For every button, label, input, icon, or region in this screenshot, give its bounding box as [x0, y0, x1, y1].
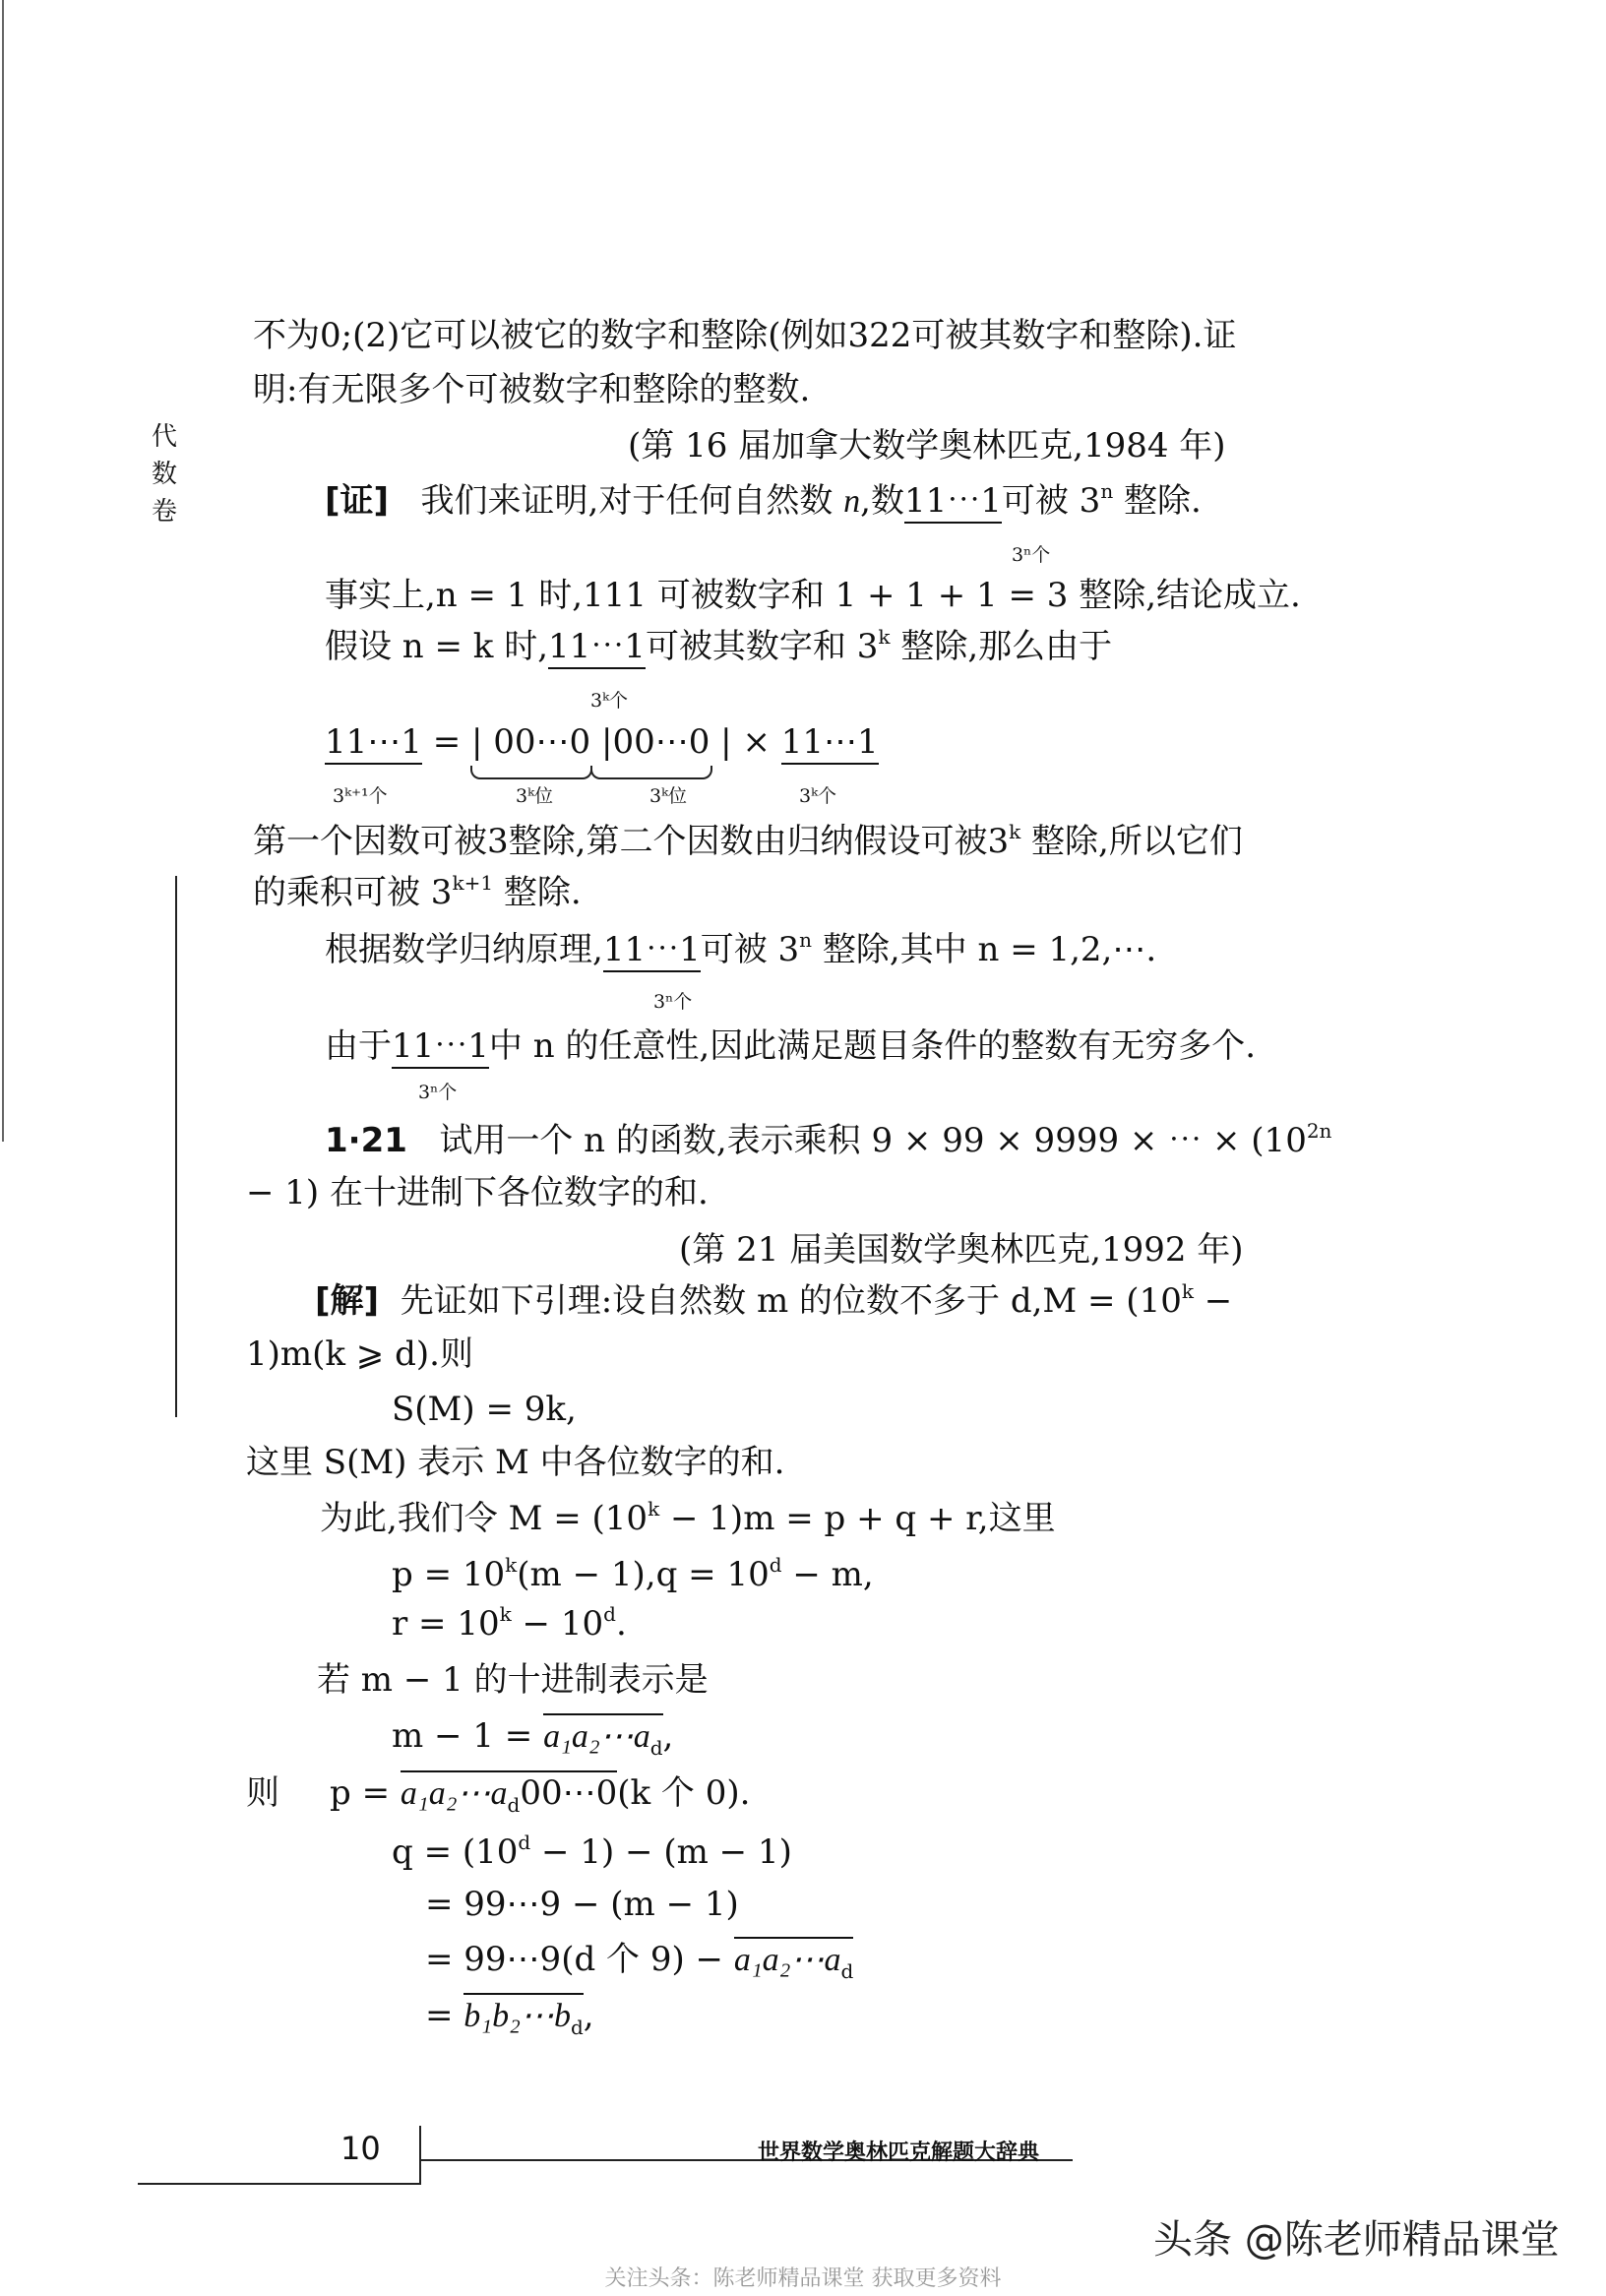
proof-tag: [证] [325, 481, 390, 521]
formula: $q = (10^d - 1) - (m - 1)$ [392, 1831, 792, 1872]
text-line: 不为0;(2)它可以被它的数字和整除(例如322可被其数字和整除).证 [253, 316, 1237, 355]
formula: $r = 10^k - 10^d$. [392, 1602, 627, 1644]
footer-rule-left [138, 2183, 421, 2185]
text-line: 由于11⋯1中 n 的任意性,因此满足题目条件的整数有无穷多个. [325, 1024, 1256, 1068]
equation: 11⋯1 = | 00⋯0 |00⋯0 | × 11⋯1 [325, 720, 879, 764]
proof-line: [证] 我们来证明,对于任何自然数 n,数11⋯1可被 3$^n$ 整除. [325, 479, 1202, 524]
problem-number: 1·21 [325, 1121, 407, 1160]
text-line: 假设 n = k 时,11⋯1可被其数字和 3$^k$ 整除,那么由于 [325, 625, 1112, 668]
text-line: − 1) 在十进制下各位数字的和. [246, 1173, 709, 1212]
margin-rule [175, 876, 177, 1417]
underbrace-label: 3ⁿ个 [418, 1082, 458, 1103]
underbrace-label: 3ᵏ位 [516, 785, 554, 807]
formula: = 99⋯9 − (m − 1) [425, 1885, 739, 1924]
solution-line: [解] 先证如下引理:设自然数 m 的位数不多于 $d,M = (10^k$ − [315, 1279, 1233, 1321]
text-line: 为此,我们令 $M = (10^k - 1)m = p + q + r$,这里 [320, 1497, 1056, 1538]
underbrace-label: 3ᵏ位 [649, 785, 688, 807]
text-line: 则 [246, 1773, 279, 1813]
formula: $p = 10^k(m - 1),q = 10^d - m$, [392, 1553, 874, 1594]
solution-tag: [解] [315, 1281, 380, 1321]
side-label: 代 数 卷 [151, 422, 177, 527]
underbrace-label: 3ⁿ个 [1012, 544, 1051, 566]
text-line: 明:有无限多个可被数字和整除的整数. [253, 370, 811, 409]
underbrace-label: 3ᵏ⁺¹个 [333, 785, 388, 807]
problem-source: (第 16 届加拿大数学奥林匹克,1984 年) [628, 426, 1226, 465]
formula: = $b_1b_2\cdots b_d$, [425, 1994, 594, 2038]
text-line: 这里 S(M) 表示 M 中各位数字的和. [246, 1443, 785, 1482]
underbrace-label: 3ⁿ个 [653, 991, 693, 1013]
left-edge-rule [2, 0, 4, 1142]
book-title: 世界数学奥林匹克解题大辞典 [758, 2141, 1040, 2165]
underbrace-label: 3ᵏ个 [799, 785, 837, 807]
text-line: 事实上,n = 1 时,111 可被数字和 1 + 1 + 1 = 3 整除,结论成立. [325, 576, 1301, 615]
text-line: 根据数学归纳原理,11⋯1可被 3$^n$ 整除,其中 n = 1,2,⋯. [325, 928, 1156, 971]
formula: $p = a_1a_2\cdots a_d00\cdots 0(k$ 个 0). [330, 1771, 750, 1816]
text-line: 第一个因数可被3整除,第二个因数由归纳假设可被3$^k$ 整除,所以它们 [253, 820, 1243, 861]
text-line: 的乘积可被 $3^{k+1}$ 整除. [253, 871, 582, 912]
problem-source: (第 21 届美国数学奥林匹克,1992 年) [679, 1230, 1244, 1270]
problem-statement: 1·21 试用一个 n 的函数,表示乘积 9 × 99 × 9999 × ⋯ × ($10^{2n}$ [325, 1119, 1332, 1160]
text-line: 若 m − 1 的十进制表示是 [317, 1660, 709, 1700]
formula: S(M) = 9k, [392, 1390, 577, 1429]
page-number: 10 [340, 2130, 381, 2167]
underbrace [590, 766, 712, 779]
bottom-note: 关注头条：陈老师精品课堂 获取更多资料 [604, 2266, 1002, 2291]
underbrace [470, 766, 592, 779]
formula: = 99⋯9(d 个 $9) - a_1a_2\cdots a_d$ [425, 1938, 853, 1982]
repunit: 11⋯1 [904, 481, 1002, 524]
footer-divider [419, 2126, 421, 2183]
underbrace-label: 3ᵏ个 [590, 690, 629, 712]
text-line: 1)m(k ⩾ d).则 [246, 1334, 473, 1374]
formula: $m - 1 = a_1a_2\cdots a_d$, [392, 1714, 673, 1759]
watermark: 头条 @陈老师精品课堂 [1153, 2217, 1560, 2263]
